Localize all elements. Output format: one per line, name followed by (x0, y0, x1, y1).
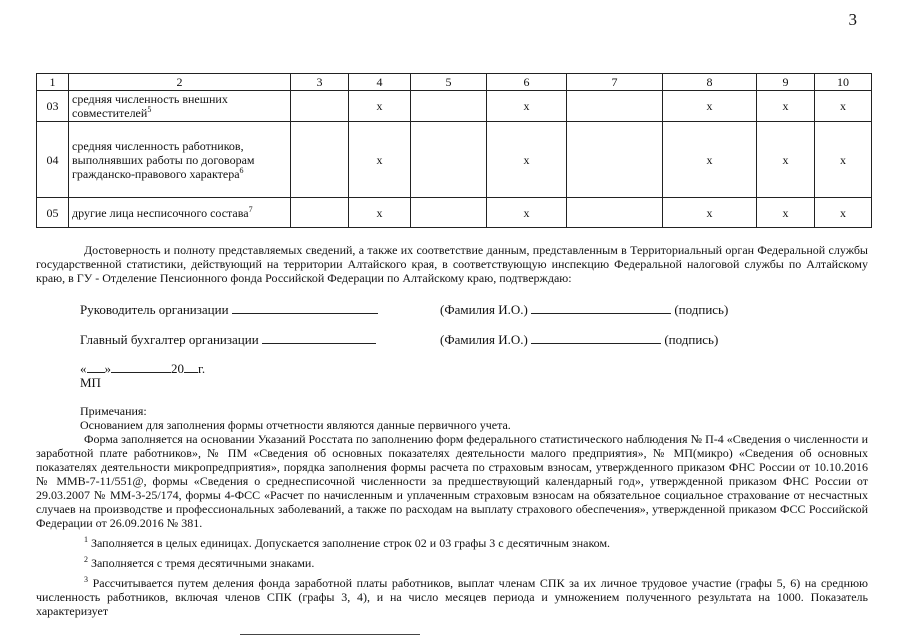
table-cell: x (815, 198, 872, 228)
footnote-ref: 7 (248, 204, 253, 214)
table-row (37, 198, 872, 228)
year-suffix: г. (198, 361, 206, 376)
notes-basis: Основанием для заполнения формы отчетности являются данные первичного учета. (80, 418, 511, 432)
table-cell: x (815, 122, 872, 198)
footnote-1-mark: 1 (84, 535, 88, 544)
month-line[interactable] (111, 360, 171, 373)
notes-main: Форма заполняется на основании Указаний Росстата по заполнению форм федерального статистического наблюдения № П-4 «Сведения о численности и заработной плате работников», № ПМ «Сведения об основных показателях деятельности малого предприятия», № МП(микро) «Сведения об основных показателях деятельности микропредприятия», порядка заполнения формы расчета по страховым взносам, утвержденного приказом ФНС России от 10.10.2016 № ММВ-7-11/551@, формы «Сведения о среднесписочной численности за предшествующий календарный год», утвержденной приказом ФНС России от 29.03.2007 № ММ-3-25/174, формы 4-ФСС «Расчет по начисленным и уплаченным страховым взносам на обязательное социальное страхование от несчастных случаев на производстве и профессиональных заболеваний, а также по расходам на выплату страхового обеспечения», утвержденной приказом ФСС Российской Федерации от 26.09.2016 № 381. (36, 432, 868, 530)
row-name: другие лица несписочного состава (72, 205, 249, 220)
accountant-signature-row (80, 331, 376, 348)
date-open-quote: « (80, 361, 87, 376)
table-cell: x (757, 122, 815, 198)
footnote-1-text: Заполняется в целых единицах. Допускается заполнение строк 02 и 03 графы 3 с десятичным знаком. (91, 536, 611, 550)
certification-text: Достоверность и полноту представляемых сведений, а также их соответствие данным, представленным в Территориальный орган Федеральной службы государственной статистики, действующий на территории Алтайского края, в соответствующую инспекцию Федеральной налоговой службы по Алтайскому краю, в ГУ - Отделение Пенсионного фонда Российской Федерации по Алтайскому краю, подтверждаю: (36, 243, 868, 285)
column-header: 2 (69, 74, 291, 91)
page-bottom-rule (240, 634, 420, 635)
table-cell: x (487, 91, 567, 122)
table-cell (567, 122, 663, 198)
table-cell: x (663, 198, 757, 228)
table-cell: x (663, 122, 757, 198)
column-header: 7 (567, 74, 663, 91)
data-table (36, 73, 872, 228)
table-cell: x (349, 122, 411, 198)
table-cell (411, 91, 487, 122)
accountant-fio-line[interactable] (531, 331, 661, 344)
footnote-2 (36, 556, 868, 570)
table-cell: x (349, 198, 411, 228)
head-label: Руководитель организации (80, 302, 229, 317)
table-cell (291, 198, 349, 228)
table-cell: x (487, 198, 567, 228)
year-line[interactable] (184, 360, 198, 373)
day-line[interactable] (87, 360, 105, 373)
table-cell (411, 198, 487, 228)
table-cell (567, 91, 663, 122)
footnote-ref: 6 (239, 165, 244, 175)
table-cell (567, 198, 663, 228)
footnote-3 (36, 576, 868, 618)
head-position-line[interactable] (232, 301, 378, 314)
row-code: 03 (37, 91, 69, 122)
footnote-3-text: Рассчитывается путем деления фонда заработной платы работников, выплат членам СПК за их личное трудовое участие (графы 5, 6) на среднюю численность работников, включая членов СПК (графы 3, 4), и на число месяцев периода и умножением полученного результата на 1000. Показатель характеризует (36, 576, 869, 618)
header-row (37, 74, 872, 91)
footnote-ref: 5 (147, 105, 152, 114)
year-prefix: 20 (171, 361, 184, 376)
page-number: 3 (848, 10, 857, 29)
footnote-1 (36, 536, 868, 550)
table-cell: x (487, 122, 567, 198)
notes-title: Примечания: (80, 404, 147, 418)
table-cell: x (757, 198, 815, 228)
sign-label: (подпись) (664, 332, 719, 347)
row-name: средняя численность внешних совместителей (72, 92, 228, 120)
fio-label: (Фамилия И.О.) (440, 302, 528, 317)
row-code: 05 (37, 198, 69, 228)
sign-label: (подпись) (674, 302, 729, 317)
column-header: 8 (663, 74, 757, 91)
accountant-fio-row (440, 331, 718, 348)
row-code: 04 (37, 122, 69, 198)
head-signature-row (80, 301, 378, 318)
table-cell (411, 122, 487, 198)
accountant-label: Главный бухгалтер организации (80, 332, 259, 347)
column-header: 3 (291, 74, 349, 91)
table-cell: x (815, 91, 872, 122)
accountant-position-line[interactable] (262, 331, 376, 344)
table-cell (291, 91, 349, 122)
table-row (37, 122, 872, 198)
footnote-3-mark: 3 (84, 575, 88, 584)
row-name: средняя численность работников, выполнявших работы по договорам гражданско-правового характера (72, 138, 255, 181)
column-header: 5 (411, 74, 487, 91)
notes-section (36, 404, 868, 618)
column-header: 6 (487, 74, 567, 91)
column-header: 9 (757, 74, 815, 91)
table-cell: x (757, 91, 815, 122)
table-cell: x (663, 91, 757, 122)
head-fio-row (440, 301, 728, 318)
date-close-quote: » (104, 361, 111, 376)
footnote-2-text: Заполняется с тремя десятичными знаками. (91, 556, 315, 570)
column-header: 1 (37, 74, 69, 91)
footnote-2-mark: 2 (84, 555, 88, 564)
table-cell: x (349, 91, 411, 122)
stamp-label: МП (80, 375, 101, 390)
column-header: 10 (815, 74, 872, 91)
table-cell (291, 122, 349, 198)
column-header: 4 (349, 74, 411, 91)
fio-label: (Фамилия И.О.) (440, 332, 528, 347)
table-row (37, 91, 872, 122)
head-fio-line[interactable] (531, 301, 671, 314)
